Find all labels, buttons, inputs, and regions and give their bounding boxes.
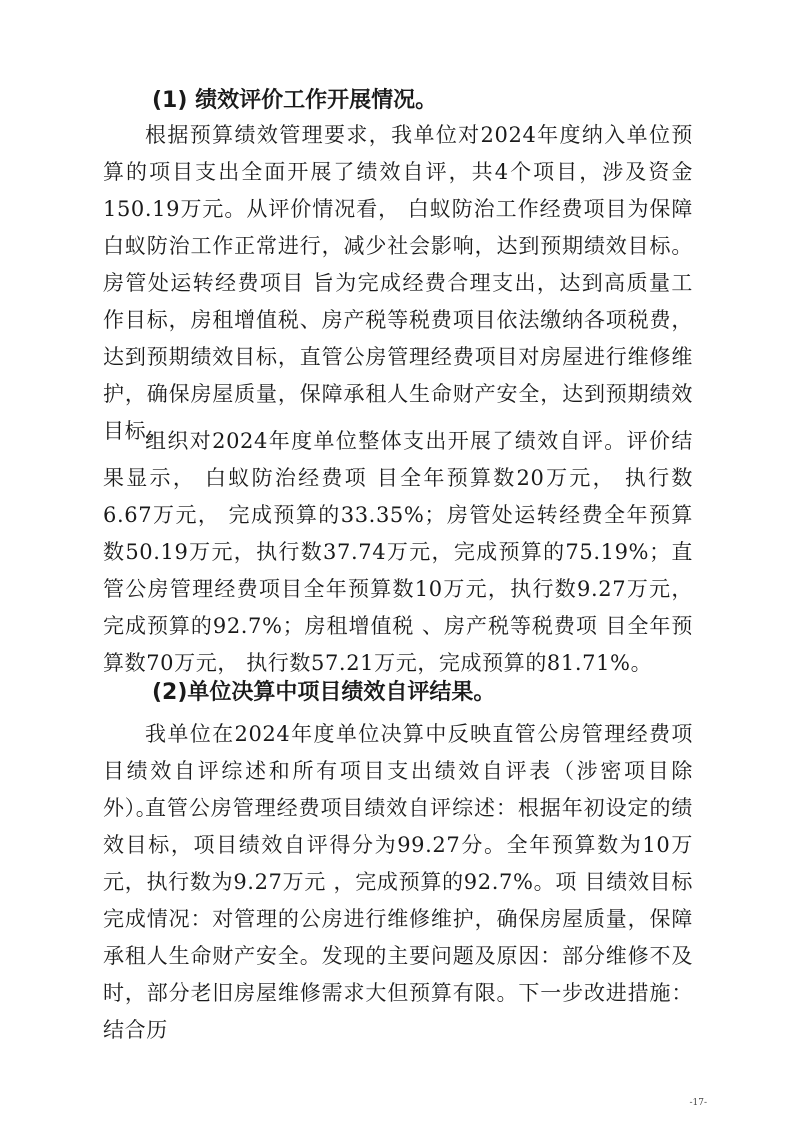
page-number: -17- xyxy=(689,1098,707,1108)
paragraph-final-accounts: 我单位在2024年度单位决算中反映直管公房管理经费项目绩效自评综述和所有项目支出绩效自评表（涉密项目除外）。 xyxy=(103,722,693,820)
paragraph-overall-expenditure: 组织对2024年度单位整体支出开展了绩效自评。评价结果显示， 白蚁防治经费项 目全年预算数20万元， 执行数6.67万元， 完成预算的33.35%；房管处运转经费全年预算数50.19万元，执行数37.74万元，完成预算的75.19%；直管公房管理经费项目全年预算数10万元，执行数9.27万元，完成预算的92.7%；房租增值税 、房产税等税费项 目全年预算数70万元， 执行数57.21万元，完成预算的81.71%。 xyxy=(103,429,693,675)
paragraph-project-summary: 直管公房管理经费项目绩效自评综述：根据年初设定的绩效目标，项目绩效自评得分为99.27分。全年预算数为10万元，执行数为9.27万元 ，完成预算的92.7%。项 目绩效目标完成情况：对管理的公房进行维修维护，确保房屋质量，保障承租人生命财产安全。发现的主要问题及原因：部分维修不及时，部分老旧房屋维修需求大但预算有限。下一步改进措施：结合历 xyxy=(103,796,693,1042)
paragraph-evaluation-overview: 根据预算绩效管理要求，我单位对2024年度纳入单位预算的项目支出全面开展了绩效自评，共4个项目，涉及资金150.19万元。从评价情况看， 白蚁防治工作经费项目为保障白蚁防治工作正常进行，减少社会影响，达到预期绩效目标。房管处运转经费项目 旨为完成经费合理支出，达到高质量工作目标，房租增值税、房产税等税费项目依法缴纳各项税费，达到预期绩效目标，直管公房管理经费项目对房屋进行维修维护，确保房屋质量，保障承租人生命财产安全，达到预期绩效目标。 xyxy=(103,123,693,443)
section-heading-1: (1) 绩效评价工作开展情况。 xyxy=(152,88,438,113)
section-heading-2: (2)单位决算中项目绩效自评结果。 xyxy=(152,680,496,705)
